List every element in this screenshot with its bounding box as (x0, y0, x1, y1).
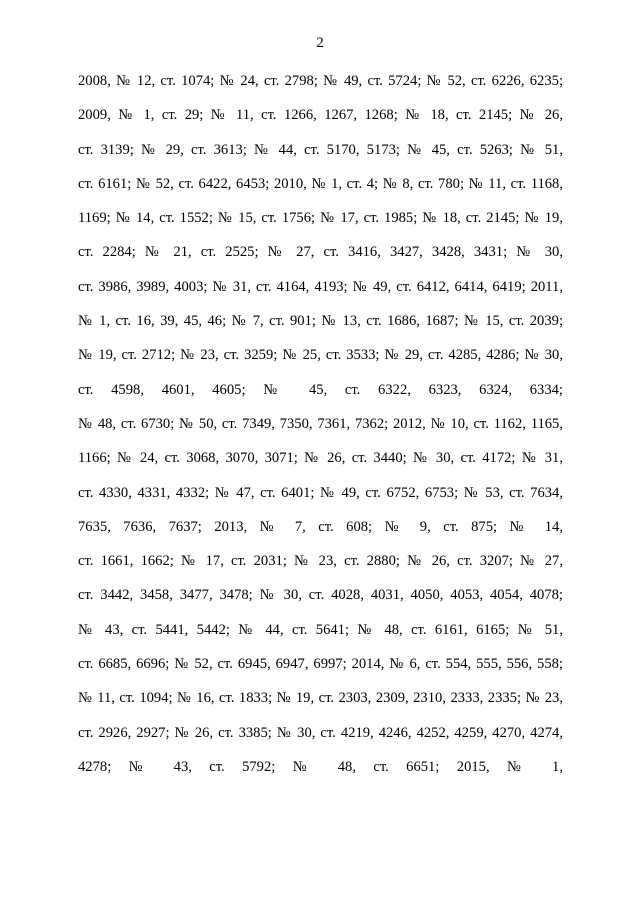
text-line: 4278; № 43, ст. 5792; № 48, ст. 6651; 2015, № 1, (78, 758, 563, 775)
text-line: ст. 3986, 3989, 4003; № 31, ст. 4164, 4193; № 49, ст. 6412, 6414, 6419; 2011, (78, 278, 563, 295)
text-line: № 1, ст. 16, 39, 45, 46; № 7, ст. 901; № 13, ст. 1686, 1687; № 15, ст. 2039; (78, 313, 563, 330)
text-line: № 48, ст. 6730; № 50, ст. 7349, 7350, 7361, 7362; 2012, № 10, ст. 1162, 1165, (78, 415, 563, 432)
text-line: 1169; № 14, ст. 1552; № 15, ст. 1756; № 17, ст. 1985; № 18, ст. 2145; № 19, (78, 210, 563, 227)
text-line: ст. 6685, 6696; № 52, ст. 6945, 6947, 6997; 2014, № 6, ст. 554, 555, 556, 558; (78, 656, 563, 673)
text-line: ст. 4598, 4601, 4605; № 45, ст. 6322, 6323, 6324, 6334; (78, 381, 563, 398)
text-line: 7635, 7636, 7637; 2013, № 7, ст. 608; № 9, ст. 875; № 14, (78, 518, 563, 535)
text-line: ст. 3442, 3458, 3477, 3478; № 30, ст. 4028, 4031, 4050, 4053, 4054, 4078; (78, 587, 563, 604)
legal-citation-text (78, 71, 563, 791)
text-line: 2009, № 1, ст. 29; № 11, ст. 1266, 1267, 1268; № 18, ст. 2145; № 26, (78, 107, 563, 124)
text-line: 1166; № 24, ст. 3068, 3070, 3071; № 26, ст. 3440; № 30, ст. 4172; № 31, (78, 450, 563, 467)
text-line: 2008, № 12, ст. 1074; № 24, ст. 2798; № 49, ст. 5724; № 52, ст. 6226, 6235; (78, 73, 563, 89)
text-line: ст. 1661, 1662; № 17, ст. 2031; № 23, ст. 2880; № 26, ст. 3207; № 27, (78, 553, 563, 570)
page-number: 2 (316, 35, 324, 51)
text-line: № 19, ст. 2712; № 23, ст. 3259; № 25, ст. 3533; № 29, ст. 4285, 4286; № 30, (78, 347, 563, 364)
text-line: ст. 6161; № 52, ст. 6422, 6453; 2010, № 1, ст. 4; № 8, ст. 780; № 11, ст. 1168, (78, 175, 563, 192)
text-line: № 11, ст. 1094; № 16, ст. 1833; № 19, ст. 2303, 2309, 2310, 2333, 2335; № 23, (78, 690, 563, 707)
text-line: ст. 4330, 4331, 4332; № 47, ст. 6401; № 49, ст. 6752, 6753; № 53, ст. 7634, (78, 484, 563, 501)
text-line: ст. 2926, 2927; № 26, ст. 3385; № 30, ст. 4219, 4246, 4252, 4259, 4270, 4274, (78, 724, 563, 741)
text-line: ст. 2284; № 21, ст. 2525; № 27, ст. 3416, 3427, 3428, 3431; № 30, (78, 244, 563, 261)
text-line: ст. 3139; № 29, ст. 3613; № 44, ст. 5170, 5173; № 45, ст. 5263; № 51, (78, 141, 563, 158)
text-line: № 43, ст. 5441, 5442; № 44, ст. 5641; № 48, ст. 6161, 6165; № 51, (78, 621, 563, 638)
